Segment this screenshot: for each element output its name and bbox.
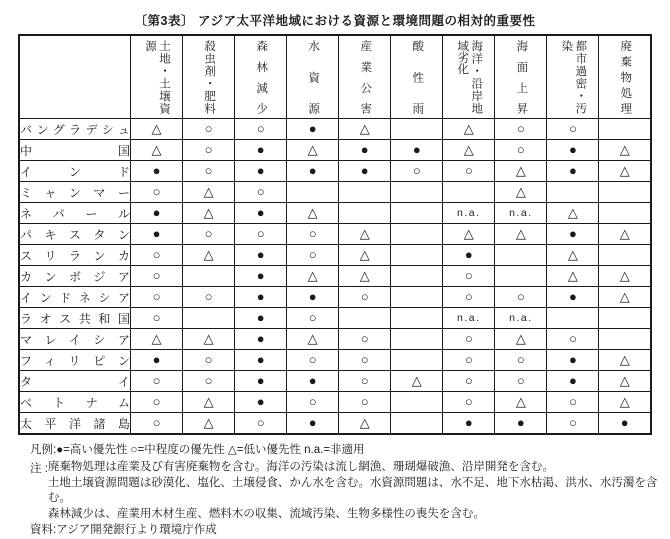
priority-cell <box>599 182 651 203</box>
priority-cell <box>495 266 547 287</box>
column-header <box>547 35 599 119</box>
priority-cell: ○ <box>131 245 183 266</box>
priority-cell <box>391 203 443 224</box>
priority-cell: ○ <box>131 287 183 308</box>
priority-cell <box>183 266 235 287</box>
priority-cell <box>391 392 443 413</box>
priority-cell: ○ <box>235 119 287 140</box>
priority-cell: ○ <box>131 371 183 392</box>
priority-cell: ● <box>287 119 339 140</box>
priority-cell: △ <box>599 140 651 161</box>
column-header <box>443 35 495 119</box>
priority-cell: ● <box>235 266 287 287</box>
priority-cell: △ <box>183 392 235 413</box>
priority-cell: △ <box>495 161 547 182</box>
priority-cell <box>599 308 651 329</box>
priority-cell: n.a. <box>495 203 547 224</box>
table-row <box>19 413 651 435</box>
priority-cell: ○ <box>131 392 183 413</box>
priority-cell: ○ <box>339 287 391 308</box>
priority-cell: ● <box>547 287 599 308</box>
priority-cell: △ <box>183 329 235 350</box>
priority-cell: ● <box>131 224 183 245</box>
priority-cell: ○ <box>183 224 235 245</box>
priority-cell: ○ <box>443 287 495 308</box>
priority-cell: ○ <box>287 245 339 266</box>
column-header <box>287 35 339 119</box>
priority-cell: △ <box>339 119 391 140</box>
column-header <box>391 35 443 119</box>
priority-cell: ● <box>339 140 391 161</box>
country-name: バングラデシュ <box>19 119 131 140</box>
priority-cell: ● <box>235 245 287 266</box>
priority-cell: ○ <box>235 413 287 435</box>
country-name: 太平洋諸島 <box>19 413 131 435</box>
note-line: 森林減少は、産業用木材生産、燃料木の収集、流域汚染、生物多様性の喪失を含む。 <box>47 507 485 520</box>
priority-cell: △ <box>599 392 651 413</box>
priority-cell <box>391 119 443 140</box>
priority-cell <box>495 245 547 266</box>
priority-cell: ○ <box>495 119 547 140</box>
priority-cell: ● <box>131 203 183 224</box>
priority-cell: ○ <box>287 392 339 413</box>
priority-cell: △ <box>599 350 651 371</box>
priority-cell: △ <box>547 245 599 266</box>
priority-cell: ○ <box>495 350 547 371</box>
country-name: 中国 <box>19 140 131 161</box>
priority-cell: ○ <box>443 371 495 392</box>
priority-cell: ○ <box>183 371 235 392</box>
priority-cell <box>391 182 443 203</box>
priority-cell <box>391 413 443 435</box>
priority-cell <box>183 308 235 329</box>
priority-cell: ● <box>547 371 599 392</box>
priority-cell: △ <box>495 182 547 203</box>
priority-cell: △ <box>599 224 651 245</box>
header-row <box>19 35 651 119</box>
priority-cell <box>339 308 391 329</box>
priority-cell: ● <box>131 161 183 182</box>
priority-cell <box>443 182 495 203</box>
notes-lines <box>48 460 670 522</box>
priority-cell <box>339 182 391 203</box>
priority-cell: ○ <box>235 224 287 245</box>
priority-cell <box>391 329 443 350</box>
table-row <box>19 371 651 392</box>
priority-cell: ○ <box>339 329 391 350</box>
priority-cell: △ <box>599 371 651 392</box>
column-header-text: 殺虫剤・肥料 <box>203 40 216 114</box>
priority-cell: △ <box>287 140 339 161</box>
column-header-text: 染 <box>560 40 573 52</box>
priority-cell: ○ <box>443 350 495 371</box>
priority-cell <box>599 203 651 224</box>
priority-cell: n.a. <box>495 308 547 329</box>
page-title: 〔第3表〕 アジア太平洋地域における資源と環境問題の相対的重要性 <box>134 14 536 28</box>
note-line: 土地土壌資源問題は砂漠化、塩化、土壌侵食、かん水を含む。水資源問題は、水不足、地下水枯渇、洪水、水汚濁を含む。 <box>47 476 658 504</box>
column-header-text: 土地・土壌資 <box>158 40 171 114</box>
priority-cell: ● <box>547 350 599 371</box>
country-header-cell <box>19 35 131 119</box>
column-header <box>131 35 183 119</box>
column-header-text: 森林減少 <box>255 40 268 114</box>
priority-cell <box>391 224 443 245</box>
priority-cell: △ <box>547 266 599 287</box>
priority-cell <box>599 329 651 350</box>
priority-cell: ● <box>287 161 339 182</box>
priority-cell: ● <box>443 245 495 266</box>
priority-cell: △ <box>443 119 495 140</box>
country-name: インド <box>19 161 131 182</box>
priority-cell: ● <box>235 392 287 413</box>
country-name: パキスタン <box>19 224 131 245</box>
column-header <box>235 35 287 119</box>
table-row <box>19 161 651 182</box>
country-name: スリランカ <box>19 245 131 266</box>
priority-cell: ● <box>599 413 651 435</box>
priority-cell: ○ <box>339 371 391 392</box>
priority-cell: ● <box>235 371 287 392</box>
priority-cell: ● <box>391 140 443 161</box>
column-header <box>339 35 391 119</box>
priority-cell: ○ <box>183 287 235 308</box>
priority-cell: ○ <box>443 161 495 182</box>
priority-cell: △ <box>599 287 651 308</box>
priority-cell: ○ <box>183 140 235 161</box>
table-row <box>19 329 651 350</box>
country-name: ラオス共和国 <box>19 308 131 329</box>
priority-cell: ○ <box>443 329 495 350</box>
priority-cell <box>339 203 391 224</box>
column-header <box>599 35 651 119</box>
priority-cell: △ <box>131 329 183 350</box>
source-line: 資料:アジア開発銀行より環境庁作成 <box>30 524 217 536</box>
priority-cell <box>599 119 651 140</box>
priority-cell <box>287 182 339 203</box>
priority-cell: △ <box>183 182 235 203</box>
column-header <box>495 35 547 119</box>
priority-cell <box>547 182 599 203</box>
priority-cell: ○ <box>183 119 235 140</box>
table-row <box>19 350 651 371</box>
priority-cell: △ <box>391 371 443 392</box>
priority-cell: n.a. <box>443 308 495 329</box>
table-row <box>19 140 651 161</box>
priority-cell: ● <box>235 329 287 350</box>
country-name: インドネシア <box>19 287 131 308</box>
table-row <box>19 119 651 140</box>
country-name: マレイシア <box>19 329 131 350</box>
priority-cell: ○ <box>183 161 235 182</box>
priority-cell: △ <box>287 203 339 224</box>
country-name: タイ <box>19 371 131 392</box>
priority-cell: n.a. <box>443 203 495 224</box>
priority-cell: ○ <box>131 413 183 435</box>
table-row <box>19 245 651 266</box>
country-name: ベトナム <box>19 392 131 413</box>
priority-cell: △ <box>183 245 235 266</box>
priority-cell: ○ <box>131 308 183 329</box>
priority-cell: ○ <box>547 392 599 413</box>
priority-cell: ○ <box>183 350 235 371</box>
priority-cell: ● <box>339 161 391 182</box>
priority-cell: ○ <box>131 266 183 287</box>
priority-cell: ● <box>235 140 287 161</box>
table-row <box>19 308 651 329</box>
priority-cell: △ <box>443 140 495 161</box>
priority-cell: △ <box>495 392 547 413</box>
table-row <box>19 287 651 308</box>
table-row <box>19 203 651 224</box>
column-header-text: 廃棄物処理 <box>619 40 632 114</box>
country-name: ネパール <box>19 203 131 224</box>
notes <box>30 460 670 522</box>
priority-cell: △ <box>287 329 339 350</box>
priority-cell: ● <box>287 287 339 308</box>
country-name: ミャンマー <box>19 182 131 203</box>
table-row <box>19 392 651 413</box>
priority-cell: △ <box>339 245 391 266</box>
priority-cell: △ <box>131 119 183 140</box>
priority-cell: ○ <box>391 161 443 182</box>
priority-cell: △ <box>183 203 235 224</box>
column-header-text: 酸性雨 <box>411 40 424 114</box>
priority-cell: ○ <box>235 182 287 203</box>
priority-cell: △ <box>599 266 651 287</box>
priority-cell: ○ <box>547 413 599 435</box>
priority-cell: △ <box>287 266 339 287</box>
priority-cell: ● <box>235 203 287 224</box>
priority-cell: ● <box>443 413 495 435</box>
priority-cell: ○ <box>443 266 495 287</box>
column-header-text: 都市過密・汚 <box>574 40 587 114</box>
priority-cell <box>391 266 443 287</box>
priority-cell: △ <box>131 140 183 161</box>
priority-cell: △ <box>495 329 547 350</box>
priority-cell: ○ <box>131 182 183 203</box>
priority-cell: △ <box>599 161 651 182</box>
priority-cell: ○ <box>443 392 495 413</box>
table-row <box>19 182 651 203</box>
priority-cell <box>391 245 443 266</box>
priority-cell: ○ <box>547 329 599 350</box>
priority-cell: ● <box>235 350 287 371</box>
priority-cell: △ <box>183 413 235 435</box>
priority-cell: ○ <box>495 140 547 161</box>
priority-cell <box>547 308 599 329</box>
country-name: カンボジア <box>19 266 131 287</box>
priority-cell: △ <box>443 224 495 245</box>
priority-cell <box>391 350 443 371</box>
priority-cell: ● <box>235 161 287 182</box>
priority-cell: ● <box>547 140 599 161</box>
notes-label: 注 : <box>30 463 48 475</box>
priority-cell: △ <box>339 266 391 287</box>
priority-cell: ● <box>235 287 287 308</box>
priority-cell: ● <box>547 161 599 182</box>
legend: 凡例:●=高い優先性 ○=中程度の優先性 △=低い優先性 n.a.=非適用 <box>30 444 365 456</box>
column-header-text: 水資源 <box>307 40 320 114</box>
priority-cell <box>599 245 651 266</box>
column-header <box>183 35 235 119</box>
country-name: フィリピン <box>19 350 131 371</box>
priority-table <box>18 34 652 435</box>
priority-cell: ○ <box>547 119 599 140</box>
column-header-text: 源 <box>144 40 157 52</box>
table-row <box>19 224 651 245</box>
priority-cell: ○ <box>287 308 339 329</box>
priority-cell: △ <box>339 413 391 435</box>
priority-cell: ○ <box>495 371 547 392</box>
priority-cell <box>391 308 443 329</box>
priority-cell <box>391 287 443 308</box>
priority-cell: ○ <box>339 392 391 413</box>
priority-cell: ● <box>547 224 599 245</box>
column-header-text: 海洋・沿岸地 <box>470 40 483 114</box>
priority-cell: △ <box>547 203 599 224</box>
priority-cell: ○ <box>287 350 339 371</box>
note-line: 廃棄物処理は産業及び有害廃棄物を含む。海洋の汚染は流し網漁、珊瑚爆破漁、沿岸開発を含む。 <box>47 461 554 473</box>
column-header-text: 域劣化 <box>456 40 469 75</box>
column-header-text: 産業公害 <box>359 40 372 114</box>
priority-cell: ● <box>131 350 183 371</box>
priority-cell: △ <box>495 224 547 245</box>
priority-cell: ● <box>287 413 339 435</box>
table-row <box>19 266 651 287</box>
priority-cell: ● <box>495 413 547 435</box>
priority-cell: ○ <box>287 224 339 245</box>
priority-cell: △ <box>339 224 391 245</box>
priority-cell: ○ <box>495 287 547 308</box>
priority-cell: ● <box>235 308 287 329</box>
priority-cell: ○ <box>339 350 391 371</box>
priority-cell: ● <box>287 371 339 392</box>
column-header-text: 海面上昇 <box>515 40 528 114</box>
